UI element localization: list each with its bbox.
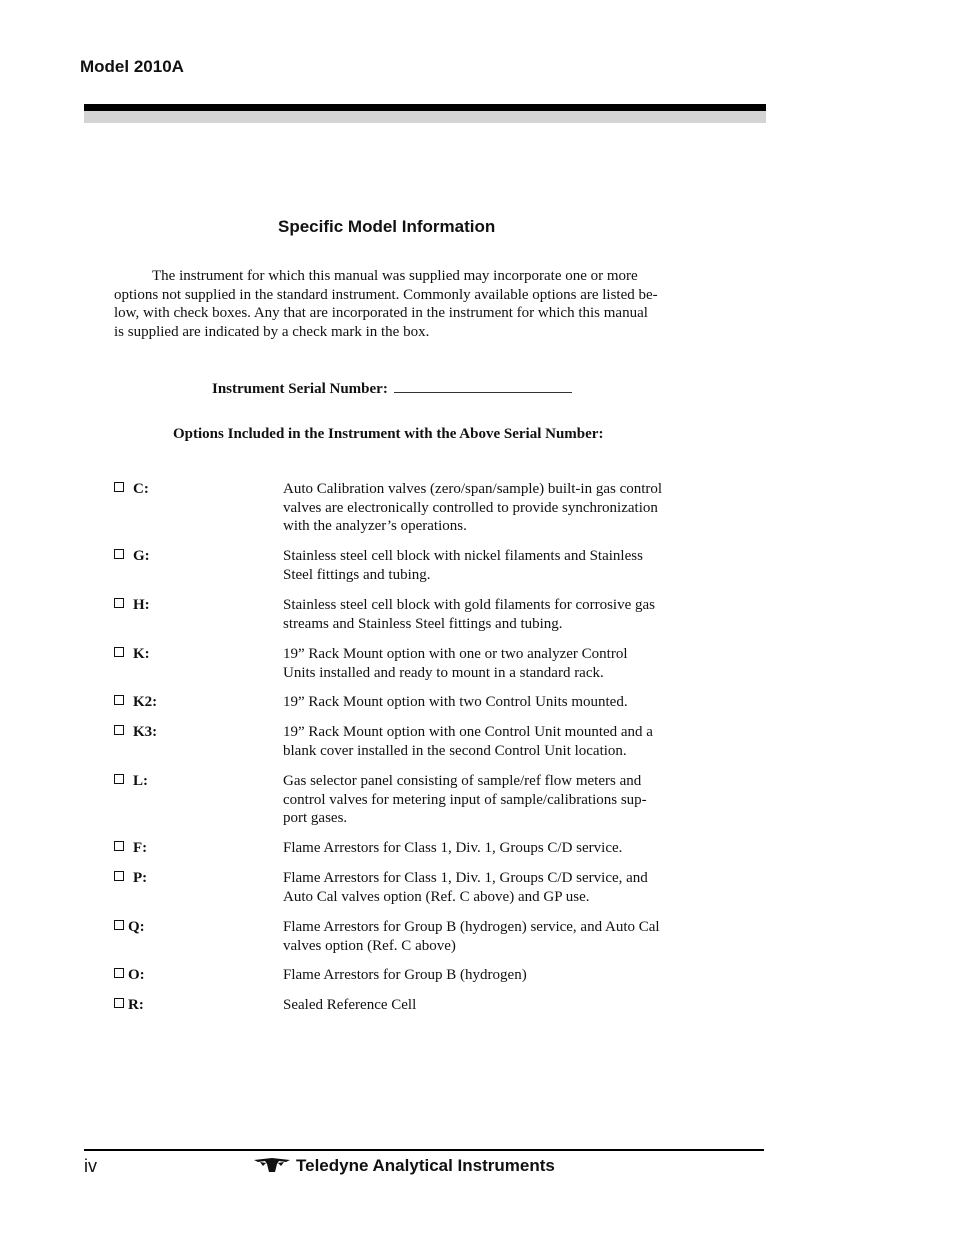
checkbox-icon[interactable]	[114, 695, 124, 705]
option-description-line: Flame Arrestors for Class 1, Div. 1, Groups C/D service.	[283, 840, 623, 856]
intro-line: options not supplied in the standard instrument. Commonly available options are listed be-	[114, 286, 658, 303]
option-description-line: Stainless steel cell block with gold filaments for corrosive gas	[283, 597, 655, 613]
option-description	[283, 772, 693, 828]
checkbox-icon[interactable]	[114, 871, 124, 881]
serial-number-row	[212, 377, 572, 398]
option-description-line: Flame Arrestors for Group B (hydrogen) service, and Auto Cal	[283, 919, 660, 935]
intro-line: is supplied are indicated by a check mark in the box.	[114, 324, 430, 341]
option-description-line: valves are electronically controlled to provide synchronization	[283, 499, 658, 516]
option-description-line: Auto Cal valves option (Ref. C above) and GP use.	[283, 888, 590, 905]
header-rule-gray	[84, 111, 766, 123]
footer-rule	[84, 1149, 764, 1151]
option-description-line: 19” Rack Mount option with two Control Units mounted.	[283, 694, 628, 710]
option-description	[283, 645, 693, 682]
checkbox-icon[interactable]	[114, 549, 124, 559]
option-description-line: blank cover installed in the second Control Unit location.	[283, 742, 627, 759]
checkbox-icon[interactable]	[114, 598, 124, 608]
page-number: iv	[84, 1156, 97, 1176]
checkbox-icon[interactable]	[114, 725, 124, 735]
teledyne-logo-icon	[253, 1157, 291, 1173]
option-description	[283, 918, 693, 955]
option-code: O:	[128, 967, 145, 983]
option-description-line: Steel fittings and tubing.	[283, 566, 431, 583]
option-description	[283, 596, 693, 633]
option-description-line: 19” Rack Mount option with one or two analyzer Control	[283, 646, 628, 662]
section-heading: Specific Model Information	[278, 217, 496, 236]
checkbox-icon[interactable]	[114, 841, 124, 851]
intro-paragraph	[114, 267, 684, 342]
option-description-line: port gases.	[283, 810, 348, 827]
checkbox-icon[interactable]	[114, 968, 124, 978]
option-code: K2:	[133, 694, 158, 710]
model-title: Model 2010A	[80, 57, 184, 76]
option-code: H:	[133, 597, 150, 613]
checkbox-icon[interactable]	[114, 920, 124, 930]
option-description-line: Gas selector panel consisting of sample/ref flow meters and	[283, 773, 642, 789]
option-code: Q:	[128, 919, 145, 935]
option-code: R:	[128, 997, 144, 1013]
option-description	[283, 723, 693, 760]
option-description-line: Stainless steel cell block with nickel filaments and Stainless	[283, 548, 643, 564]
serial-number-label: Instrument Serial Number:	[212, 381, 388, 397]
option-description	[283, 547, 693, 584]
option-code: F:	[133, 840, 148, 856]
option-description	[283, 480, 693, 536]
option-description	[283, 869, 693, 906]
option-description-line: valves option (Ref. C above)	[283, 937, 456, 954]
option-description	[283, 839, 693, 858]
option-code: C:	[133, 481, 149, 497]
option-description-line: Units installed and ready to mount in a standard rack.	[283, 664, 604, 681]
option-description	[283, 966, 693, 985]
footer-company-name: Teledyne Analytical Instruments	[296, 1156, 555, 1175]
checkbox-icon[interactable]	[114, 774, 124, 784]
options-heading: Options Included in the Instrument with the Above Serial Number:	[173, 426, 604, 442]
option-code: K3:	[133, 724, 158, 740]
option-code: K:	[133, 646, 150, 662]
option-description-line: Auto Calibration valves (zero/span/sample) built-in gas control	[283, 481, 663, 497]
option-description-line: control valves for metering input of sample/calibrations sup-	[283, 791, 647, 808]
option-description	[283, 693, 693, 712]
option-description-line: streams and Stainless Steel fittings and tubing.	[283, 615, 563, 632]
option-description-line: Flame Arrestors for Class 1, Div. 1, Groups C/D service, and	[283, 870, 648, 886]
option-description	[283, 996, 693, 1015]
serial-number-field[interactable]	[394, 377, 572, 393]
option-code: G:	[133, 548, 150, 564]
checkbox-icon[interactable]	[114, 647, 124, 657]
checkbox-icon[interactable]	[114, 482, 124, 492]
option-description-line: 19” Rack Mount option with one Control Unit mounted and a	[283, 724, 653, 740]
header-rule-black	[84, 104, 766, 111]
option-code: P:	[133, 870, 148, 886]
option-description-line: Flame Arrestors for Group B (hydrogen)	[283, 967, 527, 983]
option-description-line: Sealed Reference Cell	[283, 997, 417, 1013]
checkbox-icon[interactable]	[114, 998, 124, 1008]
option-code: L:	[133, 773, 148, 789]
option-description-line: with the analyzer’s operations.	[283, 518, 467, 535]
intro-line: low, with check boxes. Any that are incorporated in the instrument for which this manual	[114, 305, 648, 322]
intro-line: The instrument for which this manual was supplied may incorporate one or more	[152, 268, 638, 284]
